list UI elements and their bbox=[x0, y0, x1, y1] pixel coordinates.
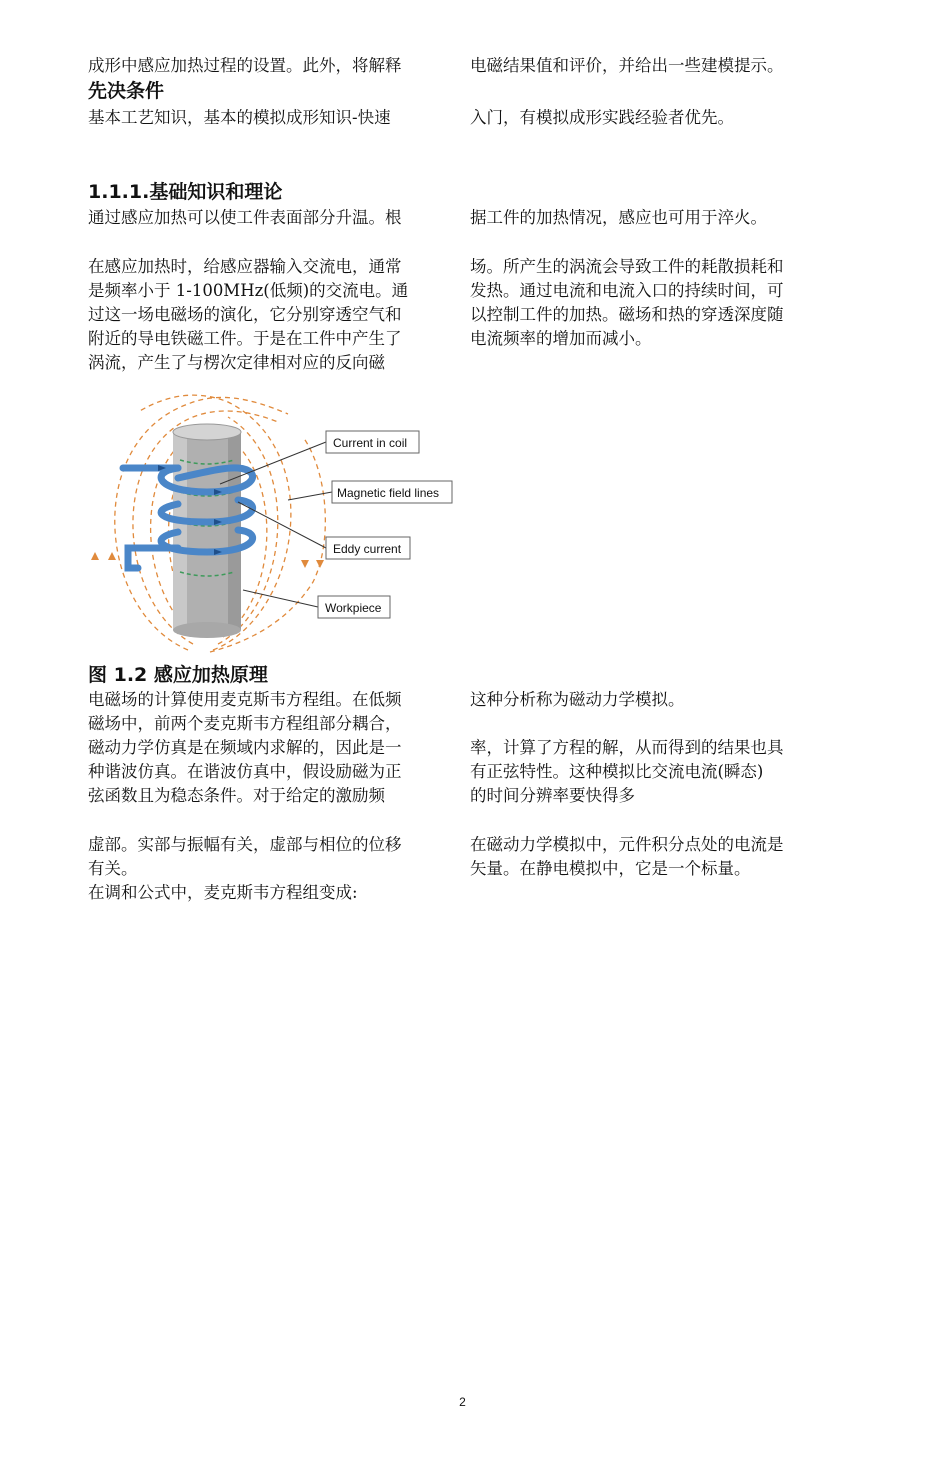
section-heading: 1.1.1.基础知识和理论 bbox=[88, 181, 283, 203]
body2-left-line: 电磁场的计算使用麦克斯韦方程组。在低频 bbox=[88, 690, 402, 709]
para2-right-line: 场。所产生的涡流会导致工件的耗散损耗和 bbox=[470, 257, 784, 276]
para2-left-line: 附近的导电铁磁工件。于是在工件中产生了 bbox=[88, 329, 402, 348]
para2-left-line: 是频率小于 1-100MHz(低频)的交流电。通 bbox=[88, 281, 409, 300]
section-para1-right: 据工件的加热情况，感应也可用于淬火。 bbox=[470, 208, 767, 227]
callout-eddy-current bbox=[326, 537, 410, 559]
intro-text-left: 成形中感应加热过程的设置。此外，将解释 bbox=[88, 56, 402, 75]
body3-right-line: 矢量。在静电模拟中，它是一个标量。 bbox=[470, 859, 751, 878]
para2-left-line: 在感应加热时，给感应器输入交流电，通常 bbox=[88, 257, 402, 276]
para2-left-line: 过这一场电磁场的演化，它分别穿透空气和 bbox=[88, 305, 402, 324]
label-current-in-coil: Current in coil bbox=[333, 436, 408, 450]
body2-left-line: 磁动力学仿真是在频域内求解的，因此是一 bbox=[88, 738, 402, 757]
body2-left-line: 种谐波仿真。在谐波仿真中，假设励磁为正 bbox=[88, 762, 402, 781]
body2-right-line: 的时间分辨率要快得多 bbox=[470, 786, 635, 805]
para2-right-line: 以控制工件的加热。磁场和热的穿透深度随 bbox=[470, 305, 784, 324]
cylinder-bottom bbox=[173, 622, 241, 638]
field-arrow bbox=[108, 552, 116, 560]
para2-right-line: 电流频率的增加而减小。 bbox=[470, 329, 652, 348]
prerequisites-heading: 先决条件 bbox=[88, 80, 165, 102]
callout-magnetic-field-lines bbox=[332, 481, 452, 503]
body2-right-top: 这种分析称为磁动力学模拟。 bbox=[470, 690, 685, 709]
body2-right-line: 率，计算了方程的解，从而得到的结果也具 bbox=[470, 738, 784, 757]
workpiece-cylinder bbox=[173, 424, 241, 638]
callout-current-in-coil bbox=[326, 431, 419, 453]
label-eddy-current: Eddy current bbox=[333, 542, 402, 556]
body2-right-line: 有正弦特性。这种模拟比交流电流(瞬态) bbox=[470, 762, 764, 781]
page-number: 2 bbox=[459, 1395, 466, 1409]
label-magnetic-field-lines: Magnetic field lines bbox=[337, 486, 440, 500]
cylinder-top bbox=[173, 424, 241, 440]
induction-heating-figure bbox=[88, 382, 454, 662]
body3-left-line: 有关。 bbox=[88, 859, 138, 878]
body3-left-line: 虚部。实部与振幅有关，虚部与相位的位移 bbox=[88, 835, 402, 854]
leader-workpiece bbox=[243, 590, 318, 607]
section-para1-left: 通过感应加热可以使工件表面部分升温。根 bbox=[88, 208, 402, 227]
callout-workpiece bbox=[318, 596, 390, 618]
prerequisites-text-right: 入门，有模拟成形实践经验者优先。 bbox=[470, 108, 734, 127]
field-arrow bbox=[91, 552, 99, 560]
figure-caption: 图 1.2 感应加热原理 bbox=[88, 664, 268, 686]
body2-left-line: 弦函数且为稳态条件。对于给定的激励频 bbox=[88, 786, 385, 805]
leader-field bbox=[288, 492, 332, 500]
prerequisites-text-left: 基本工艺知识，基本的模拟成形知识-快速 bbox=[88, 108, 391, 127]
para2-left-line: 涡流，产生了与楞次定律相对应的反向磁 bbox=[88, 353, 385, 372]
body2-left-line: 磁场中，前两个麦克斯韦方程组部分耦合， bbox=[88, 714, 402, 733]
para2-right-line: 发热。通过电流和电流入口的持续时间，可 bbox=[470, 281, 784, 300]
field-arrow bbox=[316, 560, 324, 568]
label-workpiece: Workpiece bbox=[325, 601, 382, 615]
body3-right-line: 在磁动力学模拟中，元件积分点处的电流是 bbox=[470, 835, 784, 854]
body3-left-line: 在调和公式中，麦克斯韦方程组变成: bbox=[88, 883, 358, 902]
field-arrow bbox=[301, 560, 309, 568]
intro-text-right: 电磁结果值和评价，并给出一些建模提示。 bbox=[470, 56, 784, 75]
